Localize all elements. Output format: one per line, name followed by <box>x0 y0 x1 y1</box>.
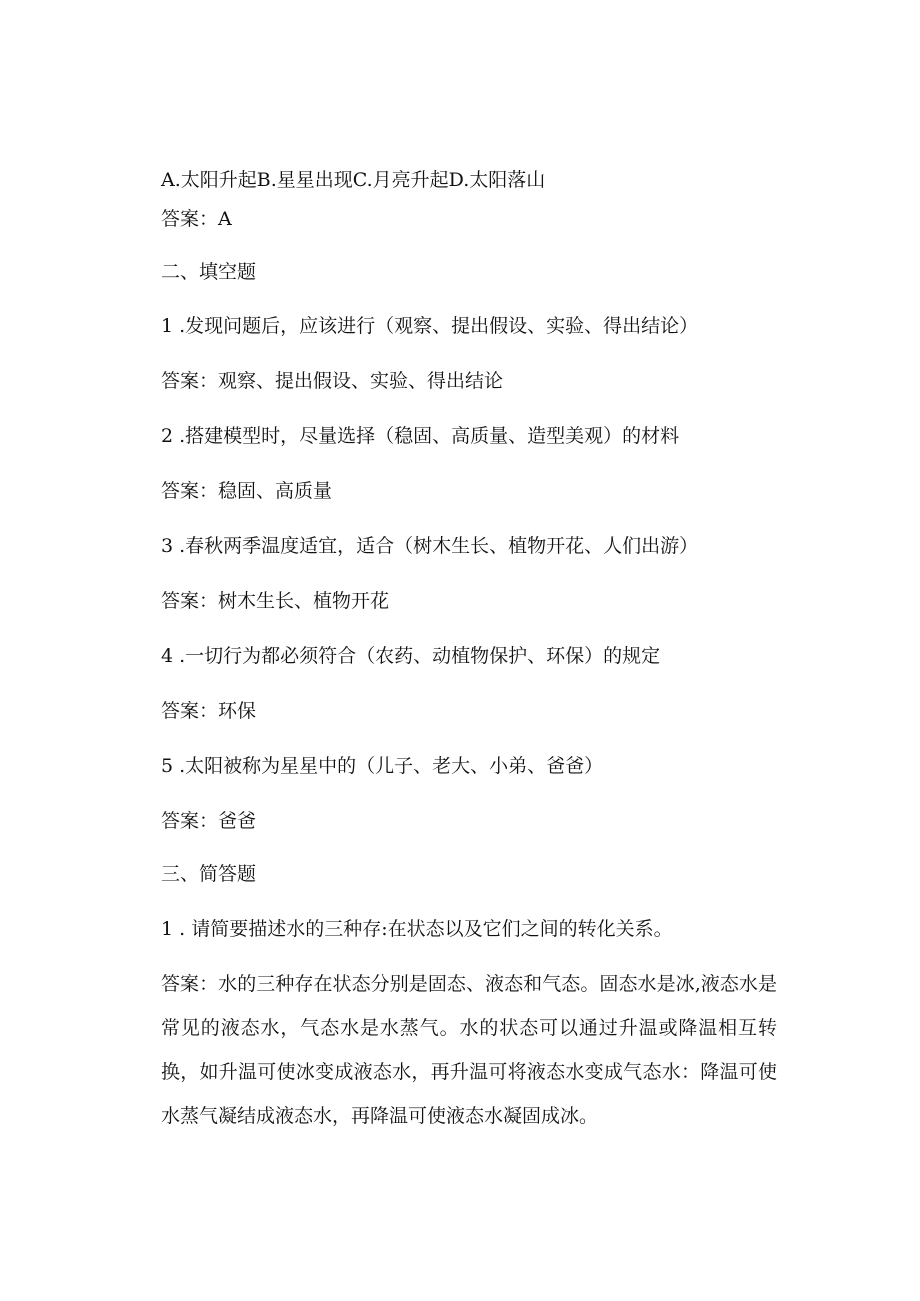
short-question-1: 1 . 请简要描述水的三种存:在状态以及它们之间的转化关系。 <box>161 918 673 940</box>
short-answer-1: 答案：水的三种存在状态分别是固态、液态和气态。固态水是冰,液态水是常见的液态水，气态水是水蒸气。水的状态可以通过升温或降温相互转换，如升温可使冰变成液态水，再升温可将液态水变成气态水：降温可使水蒸气凝结成液态水，再降温可使液态水凝固成冰。 <box>161 973 777 1127</box>
fill-question-2: 2 .搭建模型时，尽量选择（稳固、高质量、造型美观）的材料 <box>161 425 680 447</box>
fill-question-5: 5 .太阳被称为星星中的（儿子、老大、小弟、爸爸） <box>161 755 604 777</box>
fill-answer-4: 答案：环保 <box>161 700 257 722</box>
fill-question-4: 4 .一切行为都必须符合（农药、动植物保护、环保）的规定 <box>161 645 661 667</box>
mc-options: A.太阳升起B.星星出现C.月亮升起D.太阳落山 <box>161 169 546 191</box>
section-heading-fill-blank: 二、填空题 <box>161 261 257 283</box>
fill-answer-5: 答案：爸爸 <box>161 810 257 832</box>
section-heading-short-answer: 三、简答题 <box>161 863 257 885</box>
fill-answer-2: 答案：稳固、高质量 <box>161 480 333 502</box>
fill-question-3: 3 .春秋两季温度适宜，适合（树木生长、植物开花、人们出游） <box>161 535 699 557</box>
mc-answer: 答案：A <box>161 208 232 230</box>
fill-answer-3: 答案：树木生长、植物开花 <box>161 590 390 612</box>
fill-question-1: 1 .发现问题后，应该进行（观察、提出假设、实验、得出结论） <box>161 315 699 337</box>
fill-answer-1: 答案：观察、提出假设、实验、得出结论 <box>161 370 504 392</box>
